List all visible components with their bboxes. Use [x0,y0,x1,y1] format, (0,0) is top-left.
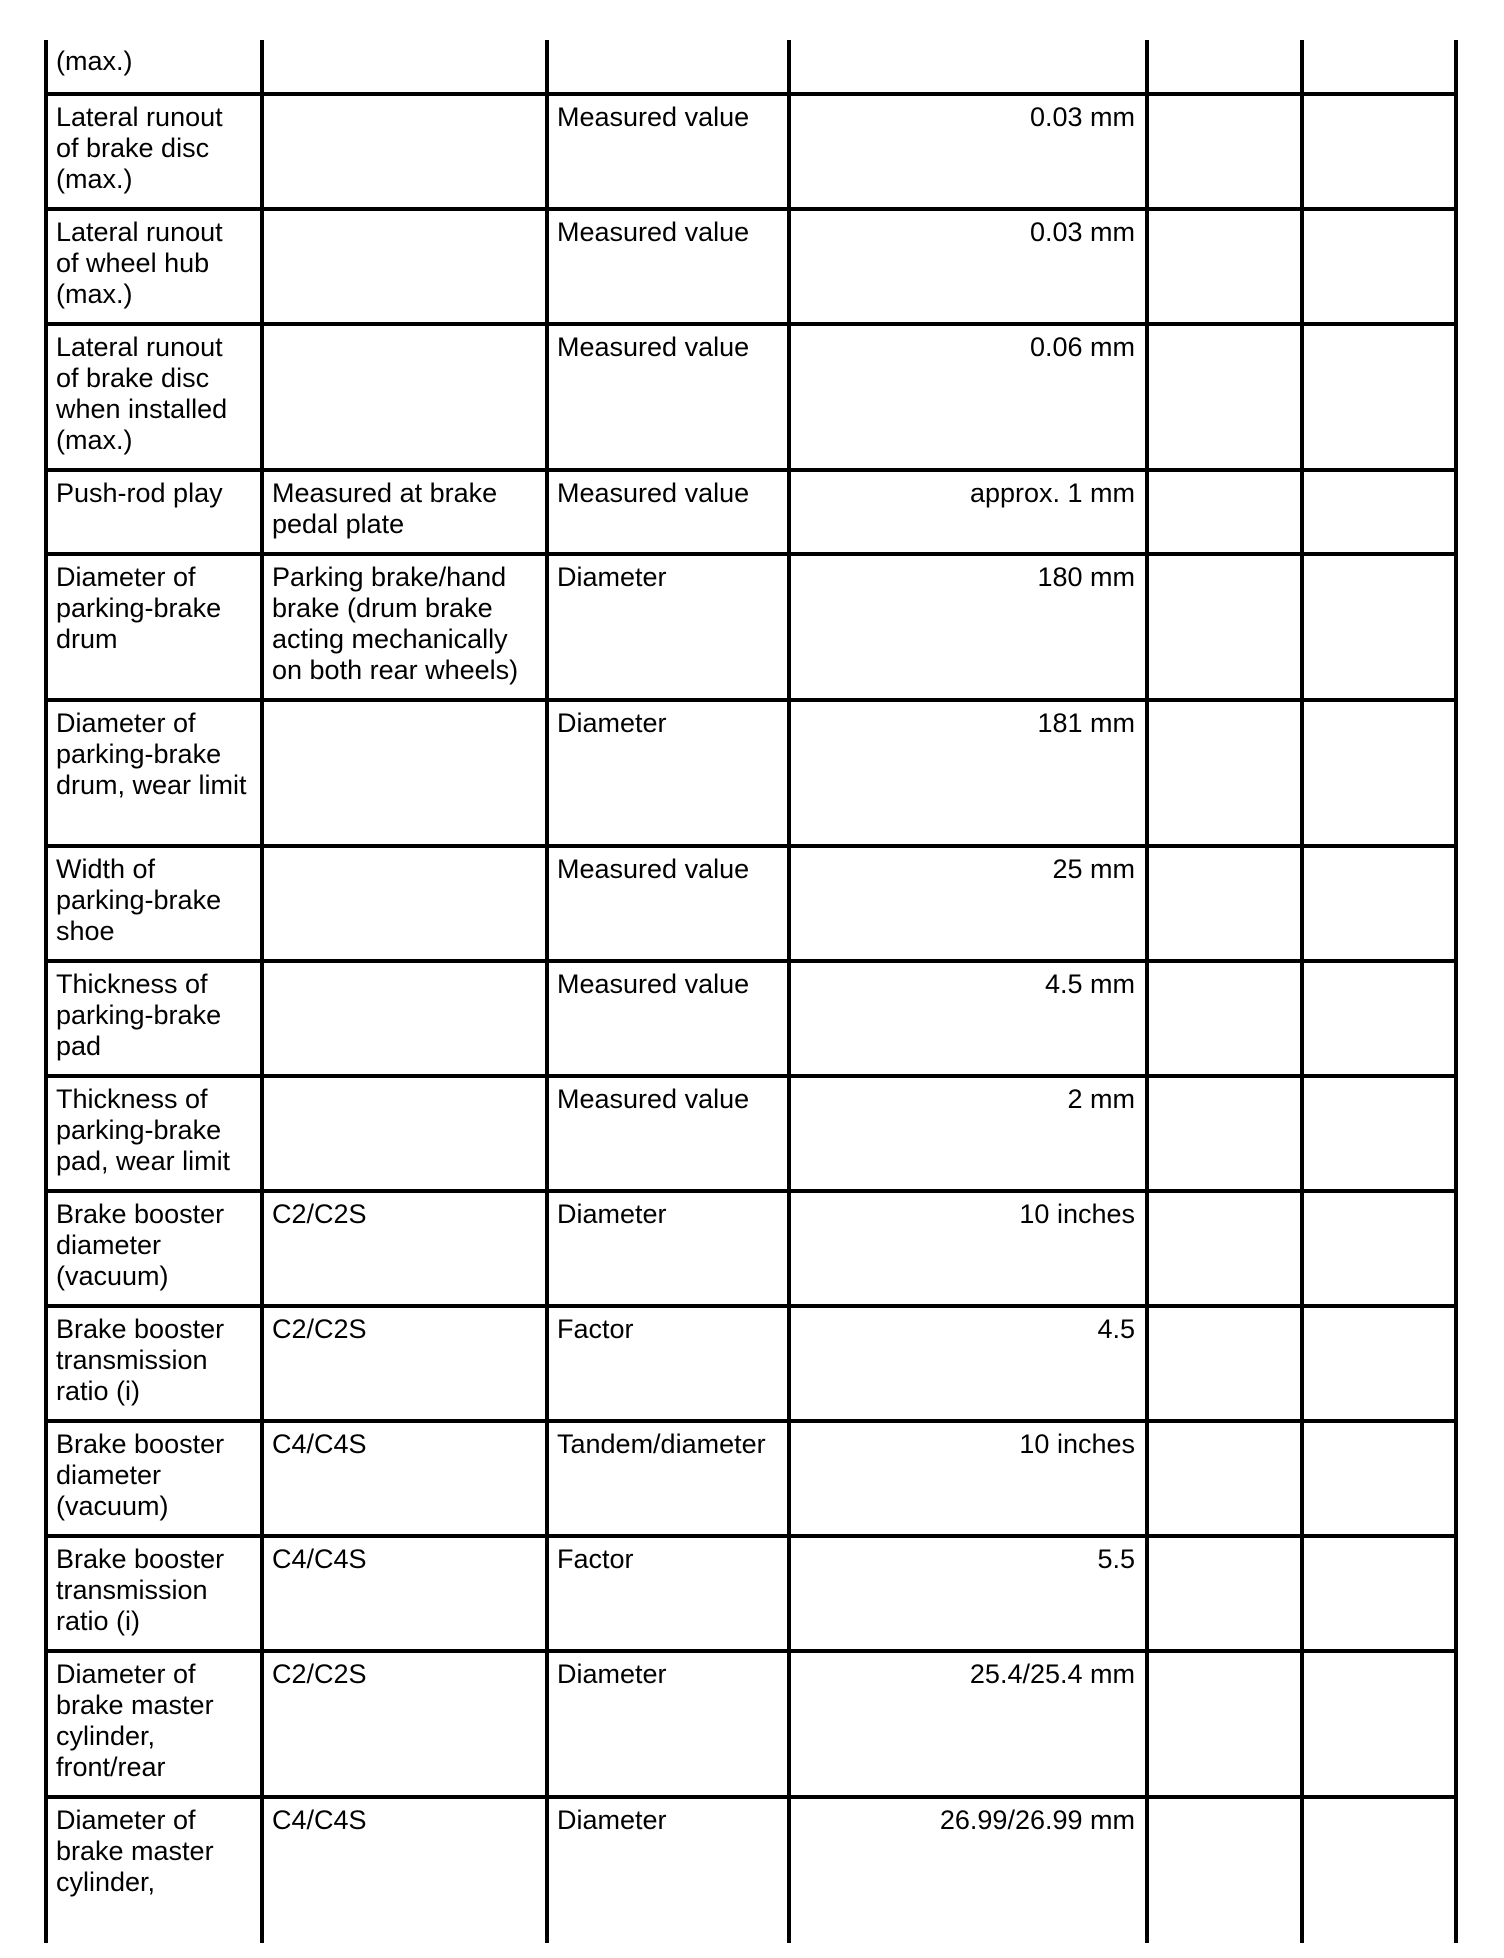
table-row [46,961,1456,1076]
empty-cell [1147,1191,1302,1306]
parameter-cell: Brake booster transmission ratio (i) [46,1536,262,1651]
empty-cell [1302,846,1456,961]
condition-cell: Measured at brake pedal plate [262,470,547,554]
table-row [46,209,1456,324]
table-row [46,1306,1456,1421]
empty-cell [1147,700,1302,846]
measurement-type-cell: Measured value [547,961,789,1076]
value-cell [789,40,1147,94]
condition-cell [262,846,547,961]
value-cell: approx. 1 mm [789,470,1147,554]
condition-cell [262,324,547,470]
measurement-type-cell: Diameter [547,1191,789,1306]
table-row [46,1797,1456,1943]
empty-cell [1147,324,1302,470]
parameter-cell: Brake booster diameter (vacuum) [46,1421,262,1536]
measurement-type-cell: Diameter [547,1797,789,1943]
empty-cell [1147,1306,1302,1421]
value-cell: 4.5 [789,1306,1147,1421]
table-row [46,470,1456,554]
measurement-type-cell [547,40,789,94]
spec-table-page [44,40,1454,1943]
value-cell: 26.99/26.99 mm [789,1797,1147,1943]
empty-cell [1147,209,1302,324]
empty-cell [1147,1536,1302,1651]
measurement-type-cell: Diameter [547,554,789,700]
brake-spec-table [44,40,1458,1943]
value-cell: 0.03 mm [789,94,1147,209]
empty-cell [1147,554,1302,700]
empty-cell [1147,40,1302,94]
parameter-cell: (max.) [46,40,262,94]
measurement-type-cell: Factor [547,1306,789,1421]
table-row [46,554,1456,700]
measurement-type-cell: Measured value [547,470,789,554]
empty-cell [1302,209,1456,324]
measurement-type-cell: Measured value [547,846,789,961]
empty-cell [1147,1421,1302,1536]
empty-cell [1302,1797,1456,1943]
value-cell: 10 inches [789,1191,1147,1306]
parameter-cell: Diameter of brake master cylinder, front/rear [46,1651,262,1797]
value-cell: 0.06 mm [789,324,1147,470]
condition-cell [262,94,547,209]
parameter-cell: Thickness of parking-brake pad [46,961,262,1076]
value-cell: 5.5 [789,1536,1147,1651]
condition-cell: C2/C2S [262,1306,547,1421]
table-row [46,40,1456,94]
parameter-cell: Diameter of brake master cylinder, [46,1797,262,1943]
measurement-type-cell: Measured value [547,324,789,470]
empty-cell [1147,846,1302,961]
empty-cell [1302,1536,1456,1651]
condition-cell [262,40,547,94]
spec-table-body [46,40,1456,1943]
empty-cell [1302,1076,1456,1191]
condition-cell: C2/C2S [262,1651,547,1797]
condition-cell: C4/C4S [262,1536,547,1651]
empty-cell [1147,1076,1302,1191]
empty-cell [1147,1651,1302,1797]
table-row [46,324,1456,470]
parameter-cell: Thickness of parking-brake pad, wear limit [46,1076,262,1191]
empty-cell [1302,470,1456,554]
table-row [46,1076,1456,1191]
measurement-type-cell: Tandem/diameter [547,1421,789,1536]
measurement-type-cell: Factor [547,1536,789,1651]
condition-cell: C4/C4S [262,1421,547,1536]
condition-cell [262,961,547,1076]
measurement-type-cell: Measured value [547,209,789,324]
parameter-cell: Brake booster transmission ratio (i) [46,1306,262,1421]
measurement-type-cell: Measured value [547,1076,789,1191]
empty-cell [1147,470,1302,554]
parameter-cell: Diameter of parking-brake drum [46,554,262,700]
table-row [46,94,1456,209]
parameter-cell: Lateral runout of wheel hub (max.) [46,209,262,324]
empty-cell [1302,1191,1456,1306]
value-cell: 25.4/25.4 mm [789,1651,1147,1797]
value-cell: 4.5 mm [789,961,1147,1076]
empty-cell [1302,961,1456,1076]
empty-cell [1147,961,1302,1076]
parameter-cell: Brake booster diameter (vacuum) [46,1191,262,1306]
condition-cell [262,209,547,324]
condition-cell [262,1076,547,1191]
table-row [46,700,1456,846]
value-cell: 181 mm [789,700,1147,846]
parameter-cell: Lateral runout of brake disc (max.) [46,94,262,209]
empty-cell [1147,94,1302,209]
parameter-cell: Width of parking-brake shoe [46,846,262,961]
empty-cell [1302,40,1456,94]
measurement-type-cell: Diameter [547,1651,789,1797]
empty-cell [1302,1421,1456,1536]
table-row [46,1536,1456,1651]
value-cell: 2 mm [789,1076,1147,1191]
empty-cell [1147,1797,1302,1943]
condition-cell: Parking brake/hand brake (drum brake acting mechanically on both rear wheels) [262,554,547,700]
table-row [46,846,1456,961]
empty-cell [1302,1651,1456,1797]
empty-cell [1302,554,1456,700]
empty-cell [1302,1306,1456,1421]
value-cell: 0.03 mm [789,209,1147,324]
measurement-type-cell: Measured value [547,94,789,209]
table-row [46,1651,1456,1797]
table-row [46,1421,1456,1536]
value-cell: 10 inches [789,1421,1147,1536]
empty-cell [1302,94,1456,209]
empty-cell [1302,700,1456,846]
condition-cell: C2/C2S [262,1191,547,1306]
measurement-type-cell: Diameter [547,700,789,846]
value-cell: 25 mm [789,846,1147,961]
parameter-cell: Push-rod play [46,470,262,554]
value-cell: 180 mm [789,554,1147,700]
condition-cell: C4/C4S [262,1797,547,1943]
table-row [46,1191,1456,1306]
parameter-cell: Diameter of parking-brake drum, wear limit [46,700,262,846]
empty-cell [1302,324,1456,470]
parameter-cell: Lateral runout of brake disc when installed (max.) [46,324,262,470]
condition-cell [262,700,547,846]
